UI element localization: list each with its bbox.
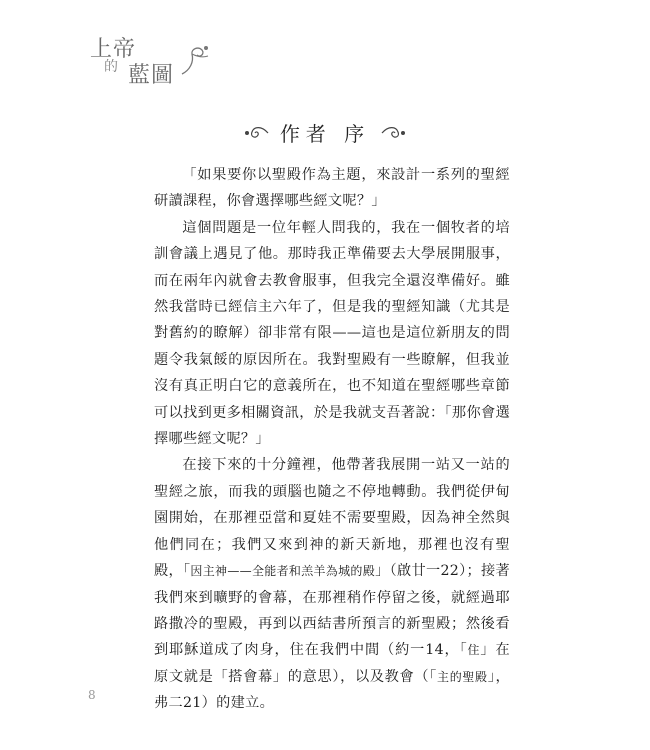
section-title-area — [0, 118, 650, 148]
header-title-part2: 的 — [104, 59, 118, 75]
paragraph-3-part-g: 」，弗二21）的建立。 — [154, 668, 510, 712]
left-ornament-icon — [242, 124, 270, 142]
running-header — [82, 28, 242, 88]
header-title-part1: 上帝 — [90, 37, 137, 62]
body-text — [154, 162, 510, 717]
paragraph-3 — [154, 452, 510, 716]
section-title: 作者 序 — [279, 122, 371, 146]
paragraph-1: 「如果要你以聖殿作為主題，來設計一系列的聖經研讀課程，你會選擇哪些經文呢？」 — [154, 167, 510, 210]
paragraph-3-part-e: 」在原文就是「搭會幕」的意思），以及教會（「 — [154, 642, 510, 685]
scripture-quote: 因主神——全能者和羔羊為城的殿 — [190, 564, 376, 579]
page-number: 8 — [88, 688, 96, 702]
swirl-ornament-icon — [176, 40, 216, 80]
paragraph-2: 這個問題是一位年輕人問我的，我在一個牧者的培訓會議上遇見了他。那時我正準備要去大學展開服事，而在兩年內就會去教會服事，但我完全還沒準備好。雖然我當時已經信主六年了，但是我的聖經知識（尤其是對舊約的瞭解）卻非常有限——這也是這位新朋友的問題令我氣餒的原因所在。我對聖殿有一些瞭解，但我並沒有真正明白它的意義所在，也不知道在聖經哪些章節可以找到更多相關資訊，於是我就支吾著說：「那你會選擇哪些經文呢？」 — [154, 219, 510, 448]
paragraph-3-part-c: 」（啟廿一22）；接著我們來到曠野的會幕，在那裡稍作停留之後，就經過耶路撒冷的聖殿，再到以西結書所預言的新聖殿；然後看到耶穌道成了肉身，住在我們中間（約一14，「 — [154, 563, 510, 659]
right-ornament-icon — [380, 124, 408, 142]
paragraph-3-part-a: 在接下來的十分鐘裡，他帶著我展開一站又一站的聖經之旅，而我的頭腦也隨之不停地轉動。我們從伊甸園開始，在那裡亞當和夏娃不需要聖殿，因為神全然與他們同在；我們又來到神的新天新地，那裡也沒有聖殿，「 — [154, 457, 510, 580]
scripture-phrase: 主的聖殿 — [437, 669, 488, 684]
greek-term: 住 — [467, 643, 481, 658]
header-title-part3: 藍圖 — [128, 63, 175, 88]
